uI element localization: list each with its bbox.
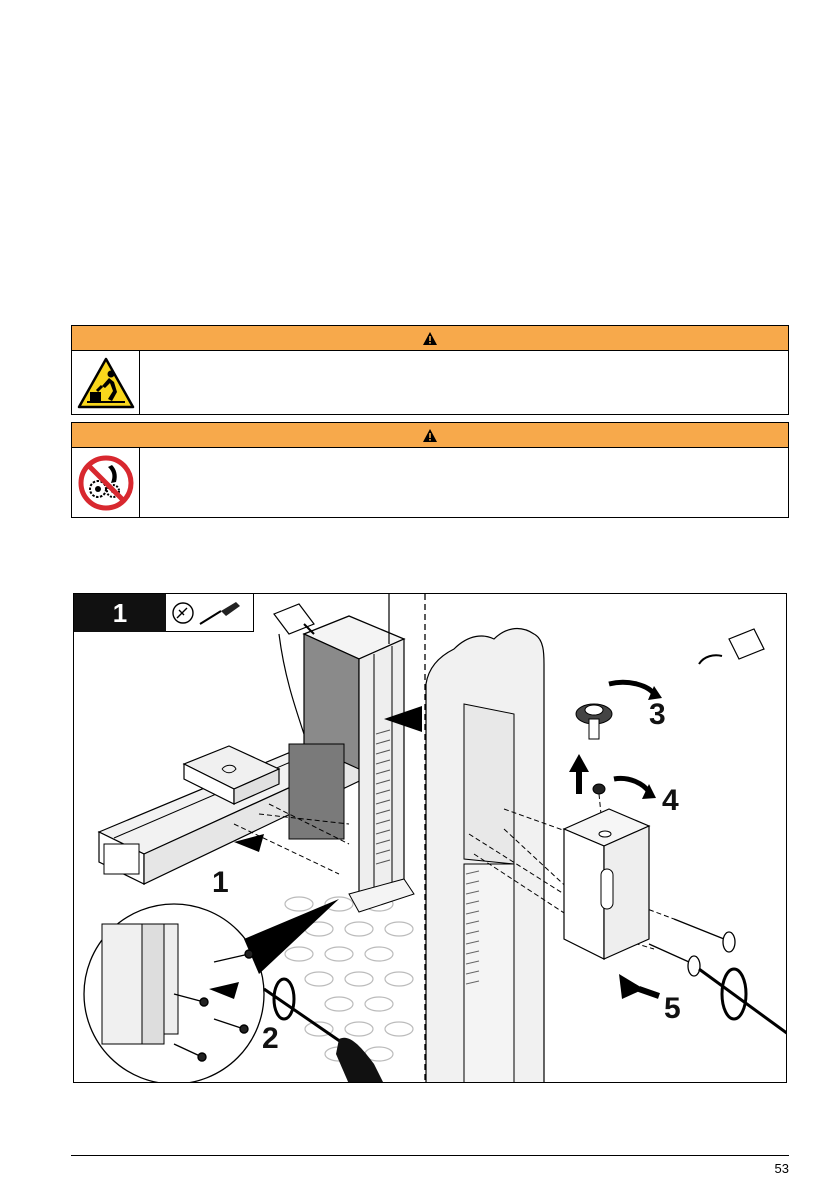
moving-parts-pinch-hazard-icon xyxy=(78,455,134,511)
installation-figure xyxy=(73,593,787,1083)
callout-5: 5 xyxy=(664,992,681,1025)
warning-header xyxy=(72,326,788,351)
warning-text xyxy=(140,448,788,517)
warning-box-lifting xyxy=(71,325,789,415)
footer-rule xyxy=(71,1155,789,1156)
callout-3: 3 xyxy=(649,698,666,731)
warning-header xyxy=(72,423,788,448)
warning-text xyxy=(140,351,788,414)
page-number: 53 xyxy=(774,1161,789,1176)
callout-2: 2 xyxy=(262,1022,279,1055)
heavy-object-lifting-icon xyxy=(77,357,135,409)
callout-1: 1 xyxy=(212,866,229,899)
callout-4: 4 xyxy=(662,784,679,817)
warning-box-pinch xyxy=(71,422,789,518)
warning-triangle-icon xyxy=(423,429,437,442)
warning-triangle-icon xyxy=(423,332,437,345)
step-number-badge: 1 xyxy=(74,594,166,632)
